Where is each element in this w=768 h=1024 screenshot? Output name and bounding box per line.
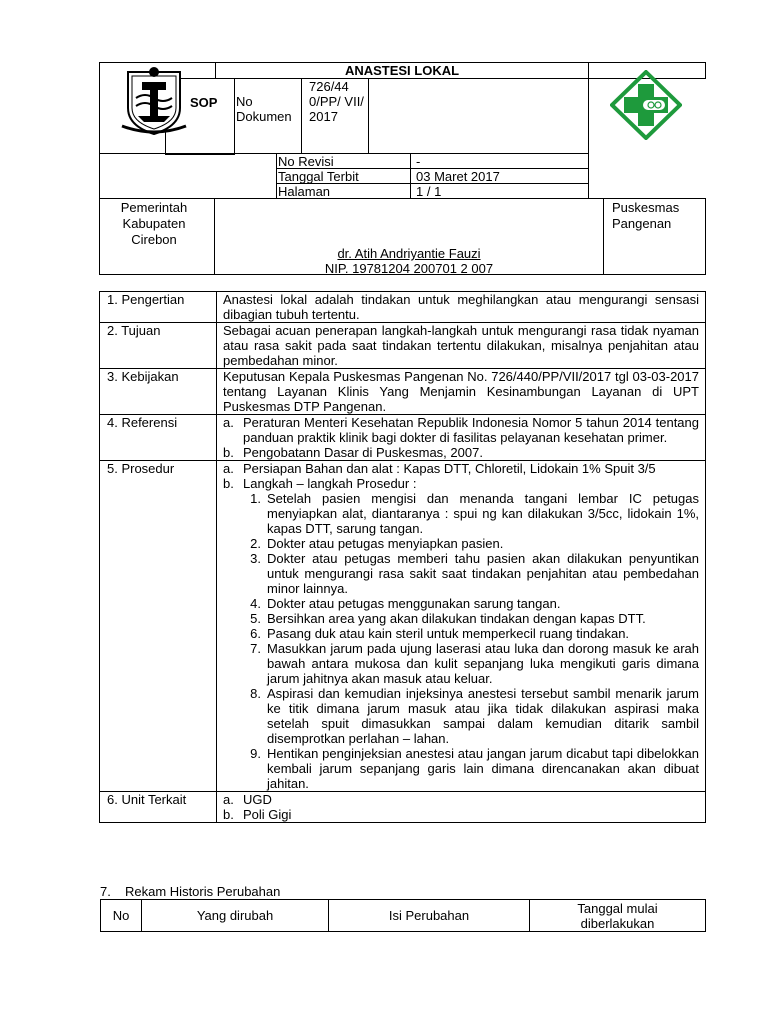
procedure-step	[243, 686, 699, 746]
section-label: 6. Unit Terkait	[100, 792, 217, 823]
no-revisi-value: -	[416, 154, 421, 169]
list-marker: a.	[223, 792, 234, 807]
step-text: Setelah pasien mengisi dan menanda tangani lembar IC petugas menyiapkan alat, diantaranya : spui ng kan dilakukan 3/5cc, lidokain 1%, kapas DTT, sarung tangan.	[267, 491, 699, 536]
section-pengertian	[100, 292, 706, 323]
section-text: Keputusan Kepala Puskesmas Pangenan No. 726/440/PP/VII/2017 tgl 03-03-2017 tentang Layanan Klinis Yang Menjamin Kesinambungan Layanan di UPT Puskesmas DTP Pangenan.	[217, 369, 706, 415]
step-number: 9.	[250, 746, 261, 761]
list-marker: a.	[223, 461, 234, 476]
section-label: 1. Pengertian	[100, 292, 217, 323]
no-dokumen-value: 726/44 0/PP/ VII/ 2017	[309, 79, 364, 124]
section-list	[217, 415, 706, 461]
step-number: 3.	[250, 551, 261, 566]
step-text: Bersihkan area yang akan dilakukan tindakan dengan kapas DTT.	[267, 611, 646, 626]
list-item	[223, 415, 699, 445]
list-item	[223, 476, 699, 491]
step-text: Dokter atau petugas memberi tahu pasien akan dilakukan penyuntikan untuk mengurangi rasa sakit saat tindakan penjahitan atau pembedahan minor lainnya.	[267, 551, 699, 596]
section-list	[217, 792, 706, 823]
section-label: 4. Referensi	[100, 415, 217, 461]
step-text: Pasang duk atau kain steril untuk memperkecil ruang tindakan.	[267, 626, 630, 641]
step-text: Masukkan jarum pada ujung laserasi atau luka dan dorong masuk ke arah bawah antara mukosa dan kulit sepanjang luka mengikuti garis dimana jarum jahitnya akan masuk atau keluar.	[267, 641, 699, 686]
procedure-step	[243, 491, 699, 536]
procedure-step	[243, 746, 699, 791]
procedure-step	[243, 536, 699, 551]
no-dokumen-label: No Dokumen	[236, 94, 292, 124]
left-organization: Pemerintah Kabupaten Cirebon	[120, 200, 188, 247]
procedure-step	[243, 611, 699, 626]
table-header-row	[101, 900, 706, 932]
procedure-step	[243, 596, 699, 611]
section-list	[217, 461, 706, 792]
list-item	[223, 445, 699, 460]
no-revisi-label: No Revisi	[278, 154, 334, 169]
column-header: Yang dirubah	[142, 900, 329, 932]
signer-name: dr. Atih Andriyantie Fauzi	[337, 246, 481, 261]
list-marker: b.	[223, 476, 234, 491]
document-title: ANASTESI LOKAL	[344, 63, 460, 78]
section-tujuan	[100, 323, 706, 369]
list-text: Poli Gigi	[243, 807, 292, 822]
step-number: 1.	[250, 491, 261, 506]
sop-label: SOP	[190, 95, 218, 110]
list-item	[223, 807, 699, 822]
list-item	[223, 792, 699, 807]
section-text: Sebagai acuan penerapan langkah-langkah untuk mengurangi rasa tidak nyaman atau rasa sakit pada saat tindakan tertentu dilakukan, misalnya penjahitan atau pembedahan minor.	[217, 323, 706, 369]
column-header: Isi Perubahan	[329, 900, 530, 932]
list-item	[223, 461, 699, 476]
section-kebijakan	[100, 369, 706, 415]
list-marker: b.	[223, 445, 234, 460]
procedure-step	[243, 551, 699, 596]
section-label: 2. Tujuan	[100, 323, 217, 369]
step-text: Dokter atau petugas menggunakan sarung tangan.	[267, 596, 561, 611]
history-table	[100, 899, 706, 932]
list-text: UGD	[243, 792, 272, 807]
regency-crest-icon	[120, 64, 188, 138]
section-prosedur	[100, 461, 706, 792]
step-number: 4.	[250, 596, 261, 611]
right-organization: Puskesmas Pangenan	[612, 200, 680, 231]
step-text: Dokter atau petugas menyiapkan pasien.	[267, 536, 504, 551]
step-text: Aspirasi dan kemudian injeksinya anestesi tersebut sambil menarik jarum ke titik dimana jarum masuk atau jika tidak dilakukan aspirasi maka setelah spuit dimasukkan sampai dalam kemudian ditarik sambil disemprotkan perlahan – lahan.	[267, 686, 699, 746]
tanggal-terbit-value: 03 Maret 2017	[416, 169, 500, 184]
section-referensi	[100, 415, 706, 461]
list-text: Langkah – langkah Prosedur :	[243, 476, 417, 491]
halaman-value: 1 / 1	[416, 184, 442, 199]
section-label: 3. Kebijakan	[100, 369, 217, 415]
list-marker: a.	[223, 415, 234, 430]
step-number: 5.	[250, 611, 261, 626]
list-marker: b.	[223, 807, 234, 822]
section-text: Anastesi lokal adalah tindakan untuk meghilangkan atau mengurangi sensasi dibagian tubuh tertentu.	[217, 292, 706, 323]
halaman-label: Halaman	[278, 184, 331, 199]
column-header: No	[101, 900, 142, 932]
list-text: Persiapan Bahan dan alat : Kapas DTT, Chloretil, Lidokain 1% Spuit 3/5	[243, 461, 656, 476]
step-number: 2.	[250, 536, 261, 551]
history-title: Rekam Historis Perubahan	[125, 884, 281, 899]
procedure-step	[243, 626, 699, 641]
step-number: 7.	[250, 641, 261, 656]
section-unit-terkait	[100, 792, 706, 823]
step-text: Hentikan penginjeksian anestesi atau jangan jarum dicabut tapi dibelokkan kembali jarum sepanjang garis lain dimana direncanakan akan dibuat jahitan.	[267, 746, 699, 791]
step-number: 6.	[250, 626, 261, 641]
tanggal-terbit-label: Tanggal Terbit	[278, 169, 359, 184]
list-text: Peraturan Menteri Kesehatan Republik Indonesia Nomor 5 tahun 2014 tentang panduan praktik klinik bagi dokter di fasilitas pelayanan kesehatan primer.	[243, 415, 699, 445]
column-header: Tanggal mulai diberlakukan	[530, 900, 706, 932]
list-text: Pengobatann Dasar di Puskesmas, 2007.	[243, 445, 483, 460]
signer-nip: NIP. 19781204 200701 2 007	[324, 261, 494, 276]
history-number: 7.	[100, 884, 111, 899]
procedure-step	[243, 641, 699, 686]
sop-content-table	[99, 291, 706, 823]
step-number: 8.	[250, 686, 261, 701]
section-label: 5. Prosedur	[100, 461, 217, 792]
puskesmas-logo-icon	[610, 70, 682, 140]
procedure-steps	[223, 491, 699, 791]
